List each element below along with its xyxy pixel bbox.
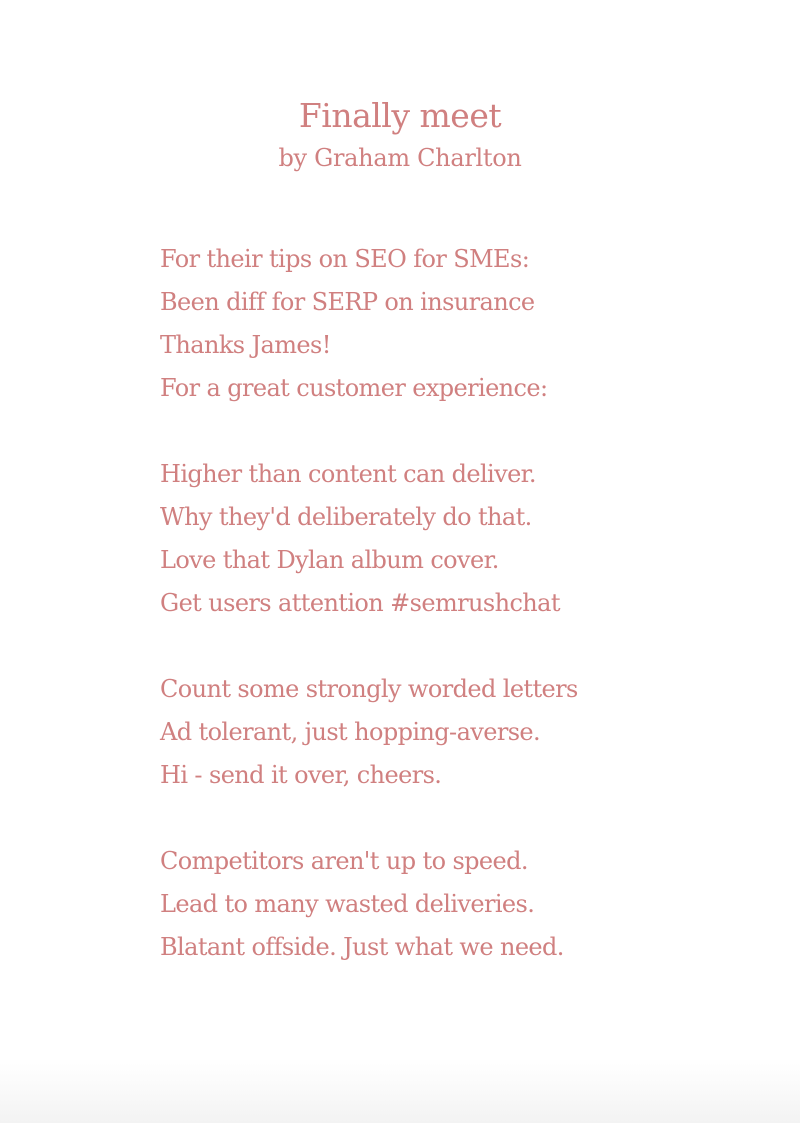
poem-line: Thanks James! [160, 331, 331, 359]
poem-line: Lead to many wasted deliveries. [160, 890, 535, 918]
poem-line: Get users attention #semrushchat [160, 589, 560, 617]
poem-line: Blatant offside. Just what we need. [160, 933, 564, 961]
poem-line: Why they'd deliberately do that. [160, 503, 532, 531]
poem-line: Competitors aren't up to speed. [160, 847, 528, 875]
poem-line: Love that Dylan album cover. [160, 546, 499, 574]
poem-line: Been diff for SERP on insurance [160, 288, 535, 316]
poem-line: For a great customer experience: [160, 374, 548, 402]
poem-line: For their tips on SEO for SMEs: [160, 245, 530, 273]
poem-header [0, 92, 800, 176]
stanza-1 [160, 238, 760, 410]
poem-body [160, 238, 760, 1012]
stanza-2 [160, 453, 760, 625]
poem-line: Hi - send it over, cheers. [160, 761, 442, 789]
stanza-4 [160, 840, 760, 969]
poem-line: Count some strongly worded letters [160, 675, 578, 703]
poem-line: Ad tolerant, just hopping-averse. [160, 718, 541, 746]
poem-byline: by Graham Charlton [278, 144, 522, 172]
poem-line: Higher than content can deliver. [160, 460, 536, 488]
page-bottom-shadow [0, 1063, 800, 1123]
poem-title: Finally meet [298, 96, 502, 135]
stanza-3 [160, 668, 760, 797]
